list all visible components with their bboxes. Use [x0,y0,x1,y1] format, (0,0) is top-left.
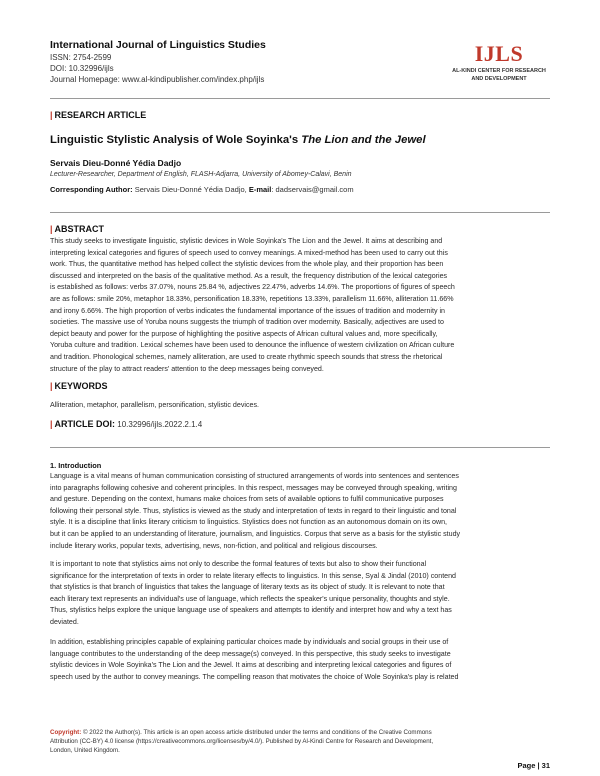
corresponding-label: Corresponding Author: [50,185,133,194]
abstract-divider [50,212,550,213]
paragraph-line: into paragraphs following cohesive and coherent principles. In this respect, messages may be conveyed through speaking, writing [50,483,457,492]
copyright-label: Copyright: [50,729,82,736]
intro-paragraph-2 [50,559,550,629]
copyright-line-2: Attribution (CC-BY) 4.0 license (https://creativecommons.org/licenses/by/4.0/). Published by Al-Kindi Centre for Research and Development, [50,737,434,745]
logo-mark: IJLS [474,41,524,66]
authors: Servais Dieu-Donné Yédia Dadjo [50,158,182,168]
title-italic: The Lion and the Jewel [301,134,426,146]
paragraph-line: significance for the interpretation of texts in order to relate literary effects to linguistics. In this sense, Syal & Jindal (2010) contend [50,571,456,580]
logo-subtitle-1: AL-KINDI CENTER FOR RESEARCH [452,68,546,74]
section-bar-icon: | [50,419,53,429]
abstract-line: societies. The massive use of Yoruba nouns suggests the triumph of tradition over modernity. Basically, adjectives are used to [50,318,444,327]
intro-heading: 1. Introduction [50,461,102,470]
corresponding-name: Servais Dieu-Donné Yédia Dadjo, [132,185,249,194]
keywords-heading [50,381,108,392]
keywords-text: Alliteration, metaphor, parallelism, personification, stylistic devices. [50,401,259,409]
corresponding-author [50,185,354,194]
paragraph-line: speech used by the author to convey meanings. The compelling reason that motivates the choice of Wole Soyinka's play is related [50,672,459,681]
paragraph-line: and gesture. Depending on the context, humans make choices from sets of available options to fulfil communicative purposes [50,495,444,504]
email-address[interactable]: : dadservais@gmail.com [271,185,354,194]
paragraph-line: but it can be applied to an understanding of literature, journalism, and linguistics. Corpus that serve as a basis for the stylistic study [50,529,461,538]
abstract-line: interpreting lexical categories and figures of speech used to convey meanings. A mixed-method has been used to carry out this [50,248,448,257]
paragraph-line: Thus, stylistics helps explore the unique language use of speakers and attempts to identify and interpret how and why a text has [50,606,452,615]
page-number-value: | 31 [537,761,550,770]
header-divider [50,98,550,99]
journal-title: International Journal of Linguistics Studies [50,39,266,51]
abstract-body [50,236,550,375]
keywords-heading-label: KEYWORDS [54,381,108,391]
article-doi-label: ARTICLE DOI: [54,419,116,429]
section-bar-icon: | [50,381,53,391]
abstract-line: and irony 6.66%. The high proportion of verbs indicates the fundamental importance of the issues of tradition and modernity in [50,306,445,315]
paragraph-line: include literary works, popular texts, advertising, news, non-fiction, and political and religious discourses. [50,541,378,550]
paragraph-line: It is important to note that stylistics aims not only to describe the formal features of texts but also to show their functional [50,560,427,568]
abstract-line: This study seeks to investigate linguistic, stylistic devices in Wole Soyinka's The Lion and the Jewel. It aims at describing and [50,237,443,245]
copyright-footnote [50,729,550,755]
publisher-logo [434,43,564,83]
body-divider [50,447,550,448]
journal-doi: DOI: 10.32996/ijls [50,64,114,73]
paragraph-line: that stylistics is that branch of linguistics that takes the language of literary texts as its object of study. It is relevant to note that [50,583,445,592]
abstract-line: Yoruba culture and tradition. Lexical schemes have been used to denounce the influence of western civilization on African culture [50,341,455,350]
abstract-line: structure of the play to attract readers' attention to the deep messages being conveyed. [50,364,324,373]
page-number [517,761,550,770]
journal-header [50,39,266,85]
abstract-line: depict beauty and power for the purpose of highlighting the positive aspects of African cultural values and, more specifically, [50,329,438,338]
article-doi [50,419,202,429]
page-label: Page [517,761,536,770]
paragraph-line: style. It is a discipline that links literary criticism to linguistics. Stylistics does not function as an autonomous domain on its own, [50,518,448,527]
paragraph-line: In addition, establishing principles capable of explaining particular choices made by individuals and social groups in their use of [50,638,449,646]
abstract-line: is established as follows: verbs 37.07%, nouns 25.84 %, adjectives 22.47%, adverbs 14.6%. The proportions of figures of speech [50,283,455,292]
article-doi-value[interactable]: 10.32996/ijls.2022.2.1.4 [115,420,203,429]
article-type-label: RESEARCH ARTICLE [54,110,147,120]
paragraph-line: language contributes to the understanding of the deep message(s) conveyed. In this perspective, this study seeks to investigate [50,649,451,658]
title-main: Linguistic Stylistic Analysis of Wole Soyinka's [50,134,302,146]
paragraph-line: Language is a vital means of human communication consisting of structured arrangements of words into sentences and sentences [50,472,459,480]
paragraph-line: following their personal style. Thus, stylistics is viewed as the study and interpretation of texts in regard to their linguistic and tonal [50,506,457,515]
intro-paragraph-3 [50,637,550,683]
section-bar-icon: | [50,224,53,234]
abstract-heading [50,224,104,235]
copyright-line-3: London, United Kingdom. [50,746,120,754]
article-type [50,110,146,121]
intro-paragraph-1 [50,471,550,552]
email-label: E-mail [248,185,272,194]
abstract-line: work. Thus, the quantitative method has helped collect the stylistic devices from the whole play, and their proportion has been [50,260,444,269]
journal-issn: ISSN: 2754-2599 [50,53,112,62]
paragraph-line: stylistic devices in Wole Soyinka's The Lion and the Jewel. It aims at describing and interpreting lexical categories and figures of [50,661,452,670]
affiliation: Lecturer-Researcher, Department of English, FLASH-Adjarra, University of Abomey-Calavi, Benin [50,171,352,178]
paragraph-line: each literary text represents an individual's use of language, which reflects the speaker's unique personality, thoughts and style. [50,594,450,603]
abstract-line: are as follows: smile 20%, metaphor 18.33%, personification 18.33%, repetitions 13.33%, parallelism 11.66%, alliteration 11.66% [50,294,454,303]
abstract-line: discussed and interpreted on the basis of the qualitative method. As a result, the frequency distribution of the lexical categories [50,271,448,280]
journal-homepage[interactable]: Journal Homepage: www.al-kindipublisher.com/index.php/ijls [50,75,265,84]
copyright-line-1: © 2022 the Author(s). This article is an open access article distributed under the terms and conditions of the Creative Commons [81,729,432,736]
paragraph-line: deviated. [50,617,79,626]
abstract-line: and tradition. Phonological schemes, namely alliteration, are used to create rhythmic speech sounds that stress the rhetorical [50,352,443,361]
keywords-list [50,400,550,412]
logo-subtitle-2: AND DEVELOPMENT [471,76,527,82]
paper-title [50,134,426,146]
abstract-heading-label: ABSTRACT [54,224,105,234]
section-bar-icon: | [50,110,53,120]
